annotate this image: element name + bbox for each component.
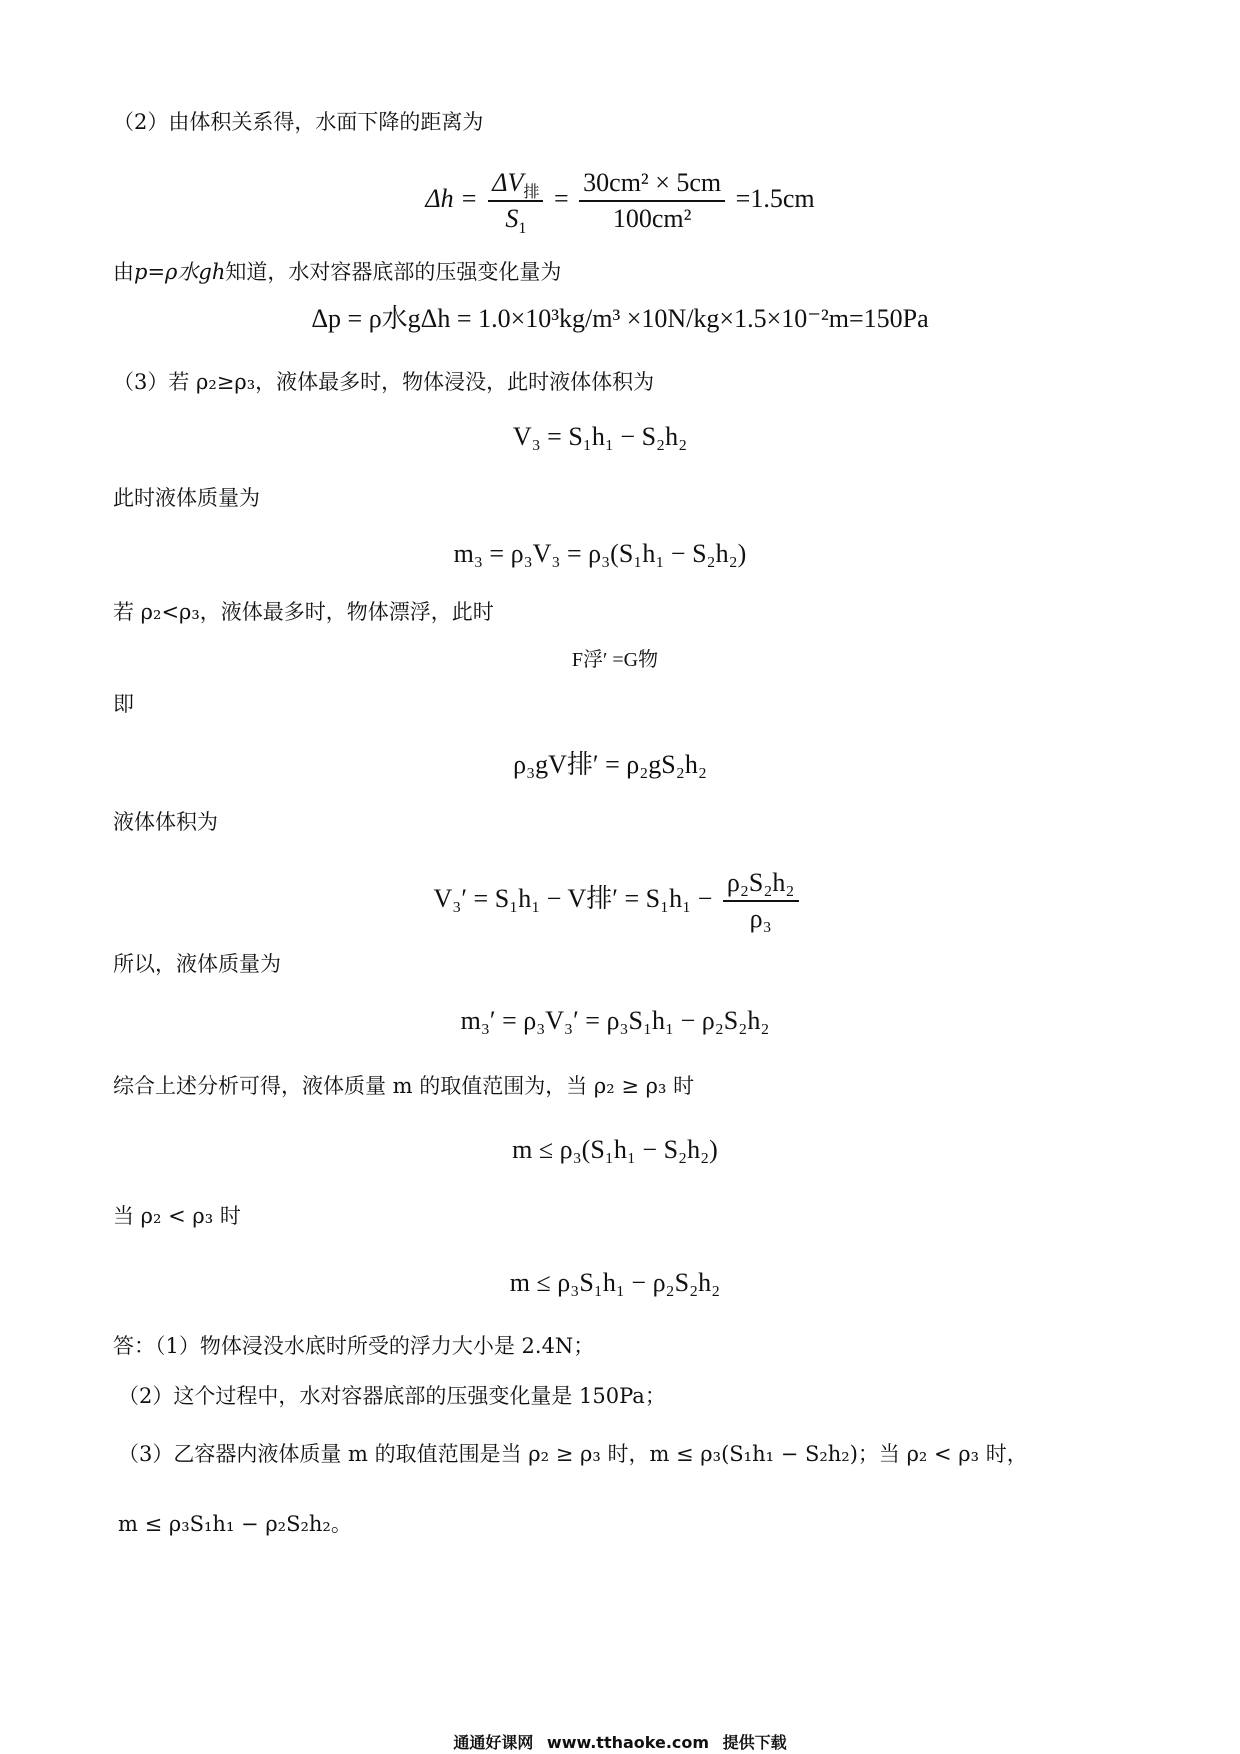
eq1-frac-right bbox=[579, 166, 725, 236]
ji-label: 即 bbox=[113, 692, 134, 716]
eq1-sub-pai: 排 bbox=[523, 184, 540, 202]
mass-label: 此时液体质量为 bbox=[113, 486, 260, 510]
equation-v3: V₃ = S₁h₁ − S₂h₂ bbox=[512, 422, 688, 451]
eq1-den-right: 100cm² bbox=[612, 204, 692, 233]
pressure-intro bbox=[113, 258, 561, 286]
part3-case2: 若 ρ₂<ρ₃，液体最多时，物体漂浮，此时 bbox=[113, 600, 494, 624]
equation-range-1: m ≤ ρ₃(S₁h₁ − S₂h₂) bbox=[512, 1135, 718, 1164]
equation-m3-prime: m₃′ = ρ₃V₃′ = ρ₃S₁h₁ − ρ₂S₂h₂ bbox=[460, 1006, 770, 1035]
answer-2: （2）这个过程中，水对容器底部的压强变化量是 150Pa； bbox=[118, 1384, 666, 1408]
eq7-left: V₃′ = S₁h₁ − V排′ = S₁h₁ − bbox=[433, 883, 713, 913]
eq1-num-left: ΔV bbox=[492, 168, 524, 197]
pressure-pre: 由 bbox=[113, 260, 134, 284]
answer-1: 答：（1）物体浸没水底时所受的浮力大小是 2.4N； bbox=[113, 1334, 595, 1358]
eq7-frac bbox=[723, 866, 799, 936]
mass-label-2: 所以，液体质量为 bbox=[113, 952, 281, 976]
footer bbox=[0, 1730, 1240, 1753]
equation-range-2: m ≤ ρ₃S₁h₁ − ρ₂S₂h₂ bbox=[509, 1268, 721, 1297]
equation-balance: ρ₃gV排′ = ρ₂gS₂h₂ bbox=[513, 750, 707, 779]
eq7-den: ρ₃ bbox=[749, 904, 772, 933]
eq1-den-left: S bbox=[505, 204, 519, 233]
part3-case1: （3）若 ρ₂≥ρ₃，液体最多时，物体浸没，此时液体体积为 bbox=[113, 370, 655, 394]
equation-v3-prime bbox=[0, 866, 1238, 936]
pressure-post: 知道，水对容器底部的压强变化量为 bbox=[225, 260, 562, 284]
eq1-den-sub: 1 bbox=[518, 220, 527, 238]
footer-site-name: 通通好课网 bbox=[453, 1733, 534, 1752]
summary-line: 综合上述分析可得，液体质量 m 的取值范围为，当 ρ₂ ≥ ρ₃ 时 bbox=[113, 1074, 695, 1098]
footer-url[interactable]: www.tthaoke.com bbox=[546, 1733, 710, 1752]
eq1-frac-left bbox=[488, 166, 543, 236]
when-case2: 当 ρ₂ < ρ₃ 时 bbox=[113, 1204, 241, 1228]
part2-intro: （2）由体积关系得，水面下降的距离为 bbox=[113, 110, 484, 134]
eq7-num: ρ₂S₂h₂ bbox=[723, 866, 799, 902]
eq1-result: =1.5cm bbox=[735, 183, 815, 213]
eq1-lhs: Δh = bbox=[425, 183, 478, 213]
volume-label: 液体体积为 bbox=[113, 810, 218, 834]
equation-delta-p: Δp = ρ水gΔh = 1.0×10³kg/m³ ×10N/kg×1.5×10⁻²m=150Pa bbox=[311, 304, 929, 333]
pressure-formula: p=ρ水gh bbox=[134, 260, 226, 284]
footer-suffix: 提供下载 bbox=[722, 1733, 787, 1752]
eq1-num-right: 30cm² × 5cm bbox=[579, 166, 725, 202]
equation-delta-h: Δh = $\frac{\Delta V_排}{S_1}$ = $\frac{\text{30cm² × 5cm}}{\text{100cm²}}$ =1.5cm bbox=[425, 168, 815, 238]
equation-m3: m₃ = ρ₃V₃ = ρ₃(S₁h₁ − S₂h₂) bbox=[453, 539, 747, 568]
equation-buoyancy: F浮′ =G物 bbox=[571, 649, 659, 671]
answer-3b: m ≤ ρ₃S₁h₁ − ρ₂S₂h₂。 bbox=[118, 1512, 352, 1536]
answer-3: （3）乙容器内液体质量 m 的取值范围是当 ρ₂ ≥ ρ₃ 时，m ≤ ρ₃(S₁h₁ − S₂h₂)；当 ρ₂ < ρ₃ 时， bbox=[118, 1442, 1028, 1466]
